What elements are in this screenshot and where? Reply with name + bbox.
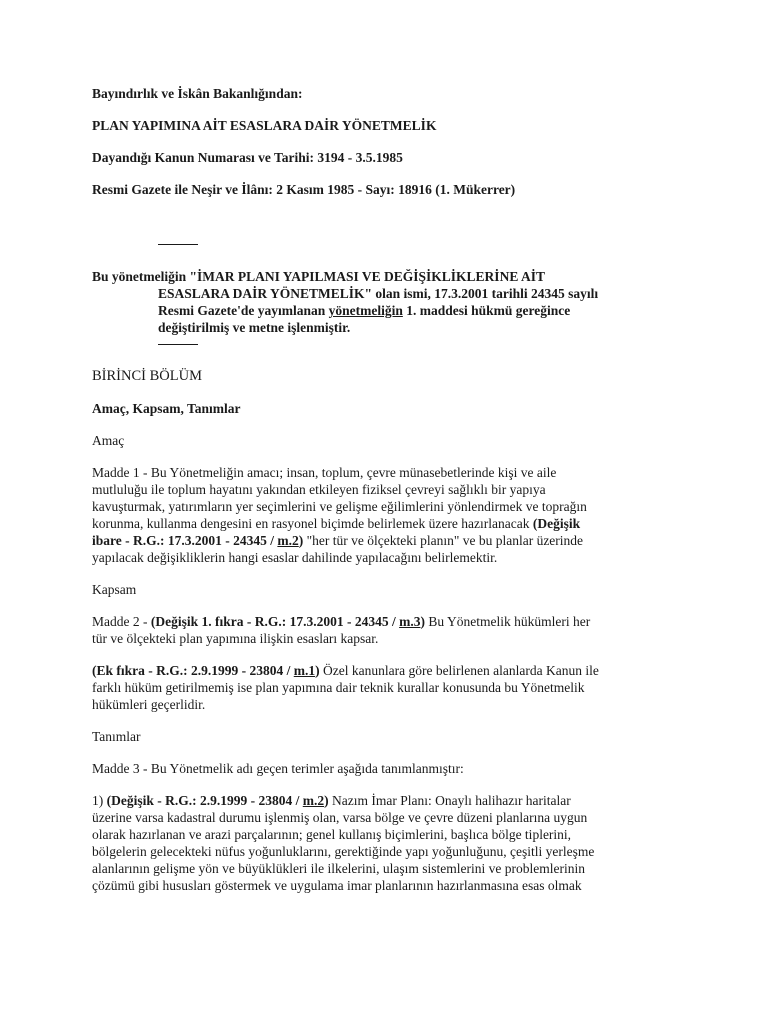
regulation-title: PLAN YAPIMINA AİT ESASLARA DAİR YÖNETMELİK (92, 118, 437, 133)
kapsam-heading: Kapsam (92, 582, 137, 597)
article-text: Nazım İmar Planı: Onaylı halihazır haritalar (328, 793, 571, 808)
article-text: korunma, kullanma dengesini en rasyonel biçimde belirlemek üzere hazırlanacak (92, 516, 533, 531)
amendment-ref: (Değişik - R.G.: 2.9.1999 - 23804 / (106, 793, 303, 808)
article-line (92, 613, 692, 630)
article-line (92, 792, 692, 809)
amendment-ref: ) (324, 793, 329, 808)
note-line: ESASLARA DAİR YÖNETMELİK" olan ismi, 17.3.2001 tarihli 24345 sayılı (158, 286, 599, 301)
article-1 (92, 464, 692, 566)
amendment-note (92, 268, 692, 336)
ministry-line: Bayındırlık ve İskân Bakanlığından: (92, 86, 303, 101)
gazette-reference: Resmi Gazete ile Neşir ve İlânı: 2 Kasım 1985 - Sayı: 18916 (1. Mükerrer) (92, 182, 516, 197)
article-line: tür ve ölçekteki plan yapımına ilişkin esasları kapsar. (92, 631, 379, 646)
article-line: üzerine varsa kadastral durumu işlenmiş olan, varsa bölge ve çevre düzeni planlarına uygun (92, 810, 588, 825)
article-line: farklı hüküm getirilmemiş ise plan yapımına dair teknik kurallar konusunda bu Yönetmelik (92, 680, 585, 695)
amendment-ref: ) (298, 533, 304, 548)
article-2 (92, 613, 692, 713)
definition-1 (92, 792, 692, 894)
amendment-ref: (Değişik 1. fıkra - R.G.: 17.3.2001 - 24345 / (150, 614, 400, 629)
article-line: hükümleri geçerlidir. (92, 697, 206, 712)
section-heading: Amaç, Kapsam, Tanımlar (92, 401, 241, 416)
note-text: 1. maddesi hükmü gereğince (402, 303, 571, 318)
article-line: Madde 1 - Bu Yönetmeliğin amacı; insan, toplum, çevre münasebetlerinde kişi ve aile (92, 465, 557, 480)
bottom-divider (92, 336, 692, 353)
article-text: Madde 2 - (92, 614, 151, 629)
tanimlar-heading: Tanımlar (92, 729, 141, 744)
article-line: çözümü gibi hususları göstermek ve uygulama imar planlarının hazırlanmasına esas olmak (92, 878, 582, 893)
article-line: kavuşturmak, yatırımların yer seçimlerini ve gelişme eğilimlerini yönlendirmek ve toprağın (92, 499, 587, 514)
article-link-m2[interactable]: m.2 (277, 533, 299, 548)
definition-link-m2[interactable]: m.2 (302, 793, 325, 808)
article-line: mutluluğu ile toplum hayatını yakından etkileyen fiziksel çevreyi sağlıklı bir yapıya (92, 482, 546, 497)
note-line (92, 302, 692, 319)
article-line: bölgelerin gelecekteki nüfus yoğunluklarını, gerektiğinde yapı yoğunluğunu, çeşitli yerleşme (92, 844, 595, 859)
article-line: yapılacak değişikliklerin hangi esaslar dahilinde yapılacağını belirlemektir. (92, 550, 498, 565)
part-heading: BİRİNCİ BÖLÜM (92, 368, 202, 384)
article-text: Bu Yönetmelik hükümleri her (424, 614, 591, 629)
top-divider (92, 236, 692, 253)
note-line: Bu yönetmeliğin "İMAR PLANI YAPILMASI VE DEĞİŞİKLİKLERİNE AİT (92, 269, 545, 284)
amac-heading: Amaç (92, 433, 125, 448)
regulation-link[interactable]: yönetmeliğin (328, 303, 403, 318)
article-line: olarak hazırlanan ve arazi parçalarının; genel kullanış biçimlerini, başlıca bölge tiplerini, (92, 827, 572, 842)
amendment-ref: (Ek fıkra - R.G.: 2.9.1999 - 23804 / (92, 663, 294, 678)
note-text: Resmi Gazete'de yayımlanan (158, 303, 329, 318)
article-line (92, 532, 692, 549)
article-text: Özel kanunlara göre belirlenen alanlarda Kanun ile (319, 663, 599, 678)
article-line: alanlarının gelişme yön ve büyüklükleri ile ilkelerini, ulaşım sistemlerini ve problemlerinin (92, 861, 586, 876)
article-link-m1[interactable]: m.1 (293, 663, 316, 678)
amendment-ref: ibare - R.G.: 17.3.2001 - 24345 / (92, 533, 278, 548)
amendment-ref: ) (420, 614, 425, 629)
note-line: değiştirilmiş ve metne işlenmiştir. (158, 320, 351, 335)
law-reference: Dayandığı Kanun Numarası ve Tarihi: 3194 - 3.5.1985 (92, 150, 403, 165)
article-link-m3[interactable]: m.3 (399, 614, 421, 629)
article-text: "her tür ve ölçekteki planın" ve bu planlar üzerinde (303, 533, 584, 548)
article-text: 1) (92, 793, 107, 808)
amendment-ref: (Değişik (532, 516, 581, 531)
article-line (92, 515, 692, 532)
article-line (92, 662, 692, 679)
amendment-ref: ) (315, 663, 320, 678)
article-3-intro: Madde 3 - Bu Yönetmelik adı geçen terimler aşağıda tanımlanmıştır: (92, 761, 464, 776)
document-page (92, 85, 692, 894)
